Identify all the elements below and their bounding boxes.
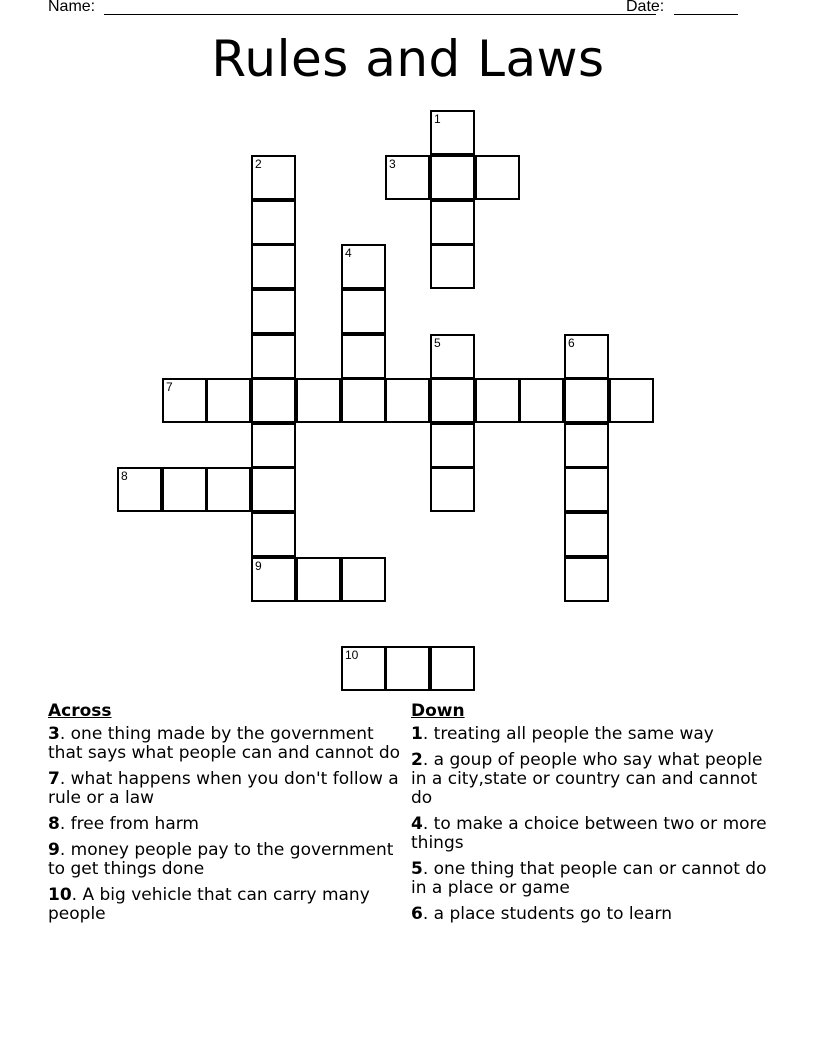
crossword-cell[interactable] <box>385 378 430 423</box>
clue-number: 10 <box>48 885 72 905</box>
clue-text: money people pay to the government to get things done <box>48 840 394 879</box>
crossword-cell[interactable] <box>385 646 430 691</box>
crossword-cell[interactable] <box>430 155 475 200</box>
clue-number: 4 <box>411 814 423 834</box>
crossword-cell[interactable] <box>430 200 475 245</box>
crossword-cell[interactable] <box>430 467 475 512</box>
crossword-cell[interactable] <box>564 334 609 379</box>
cell-number: 1 <box>434 112 441 126</box>
crossword-cell[interactable] <box>251 155 296 200</box>
crossword-cell[interactable] <box>564 378 609 423</box>
cell-number: 5 <box>434 336 441 350</box>
clue-text: A big vehicle that can carry many people <box>48 885 370 924</box>
crossword-cell[interactable] <box>430 378 475 423</box>
crossword-cell[interactable] <box>251 423 296 468</box>
crossword-cell[interactable] <box>251 289 296 334</box>
crossword-cell[interactable] <box>341 334 386 379</box>
clue-number: 5 <box>411 859 423 879</box>
cell-number: 6 <box>568 336 575 350</box>
down-heading: Down <box>411 701 465 721</box>
clue-across-9: 9. money people pay to the government to get things done <box>48 840 394 879</box>
cell-number: 7 <box>166 380 173 394</box>
clue-down-2: 2. a goup of people who say what people in a city,state or country can and cannot do <box>411 750 763 808</box>
cell-number: 8 <box>121 469 128 483</box>
crossword-cell[interactable] <box>341 646 386 691</box>
crossword-cell[interactable] <box>206 467 251 512</box>
clue-text: to make a choice between two or more things <box>411 814 767 853</box>
date-label: Date: <box>626 0 665 15</box>
cell-number: 3 <box>389 157 396 171</box>
crossword-cell[interactable] <box>475 155 520 200</box>
crossword-cell[interactable] <box>341 289 386 334</box>
clue-text: free from harm <box>70 814 199 834</box>
clue-text: what happens when you don't follow a rule or a law <box>48 769 399 808</box>
crossword-cell[interactable] <box>430 110 475 155</box>
crossword-cell[interactable] <box>251 334 296 379</box>
clue-number: 8 <box>48 814 60 834</box>
clue-down-1: 1. treating all people the same way <box>411 724 714 744</box>
crossword-cell[interactable] <box>251 467 296 512</box>
across-heading: Across <box>48 701 112 721</box>
crossword-cell[interactable] <box>162 378 207 423</box>
clue-across-3: 3. one thing made by the government that says what people can and cannot do <box>48 724 401 763</box>
clue-down-6: 6. a place students go to learn <box>411 904 672 924</box>
crossword-cell[interactable] <box>206 378 251 423</box>
page-title: Rules and Laws <box>211 30 605 88</box>
clue-across-10: 10. A big vehicle that can carry many people <box>48 885 370 924</box>
crossword-cell[interactable] <box>162 467 207 512</box>
crossword-cell[interactable] <box>475 378 520 423</box>
clue-number: 9 <box>48 840 60 860</box>
crossword-cell[interactable] <box>341 557 386 602</box>
crossword-cell[interactable] <box>251 512 296 557</box>
clue-across-7: 7. what happens when you don't follow a rule or a law <box>48 769 399 808</box>
clue-down-5: 5. one thing that people can or cannot do in a place or game <box>411 859 767 898</box>
cell-number: 4 <box>345 246 352 260</box>
crossword-cell[interactable] <box>251 200 296 245</box>
crossword-cell[interactable] <box>341 378 386 423</box>
crossword-cell[interactable] <box>519 378 564 423</box>
clue-across-8: 8. free from harm <box>48 814 199 834</box>
clue-text: treating all people the same way <box>433 724 714 744</box>
clue-down-4: 4. to make a choice between two or more things <box>411 814 767 853</box>
crossword-cell[interactable] <box>564 512 609 557</box>
clue-number: 6 <box>411 904 423 924</box>
crossword-cell[interactable] <box>430 646 475 691</box>
clue-number: 1 <box>411 724 423 744</box>
cell-number: 9 <box>255 559 262 573</box>
clue-text: one thing made by the government that says what people can and cannot do <box>48 724 401 763</box>
crossword-cell[interactable] <box>251 557 296 602</box>
crossword-cell[interactable] <box>430 244 475 289</box>
crossword-cell[interactable] <box>385 155 430 200</box>
clue-text: a goup of people who say what people in a city,state or country can and cannot do <box>411 750 763 808</box>
down-clues <box>411 702 767 931</box>
crossword-cell[interactable] <box>609 378 654 423</box>
clue-number: 2 <box>411 750 423 770</box>
crossword-cell[interactable] <box>341 244 386 289</box>
cell-number: 2 <box>255 157 262 171</box>
crossword-cell[interactable] <box>564 557 609 602</box>
cell-number: 10 <box>345 648 359 662</box>
crossword-cell[interactable] <box>430 423 475 468</box>
crossword-cell[interactable] <box>564 423 609 468</box>
crossword-cell[interactable] <box>430 334 475 379</box>
crossword-cell[interactable] <box>251 244 296 289</box>
clue-text: a place students go to learn <box>433 904 672 924</box>
crossword-cell[interactable] <box>296 557 341 602</box>
crossword-cell[interactable] <box>251 378 296 423</box>
clue-number: 7 <box>48 769 60 789</box>
crossword-cell[interactable] <box>117 467 162 512</box>
across-clues <box>48 702 404 931</box>
crossword-cell[interactable] <box>564 467 609 512</box>
name-label: Name: <box>48 0 96 15</box>
clue-number: 3 <box>48 724 60 744</box>
crossword-cell[interactable] <box>296 378 341 423</box>
clue-text: one thing that people can or cannot do in a place or game <box>411 859 767 898</box>
